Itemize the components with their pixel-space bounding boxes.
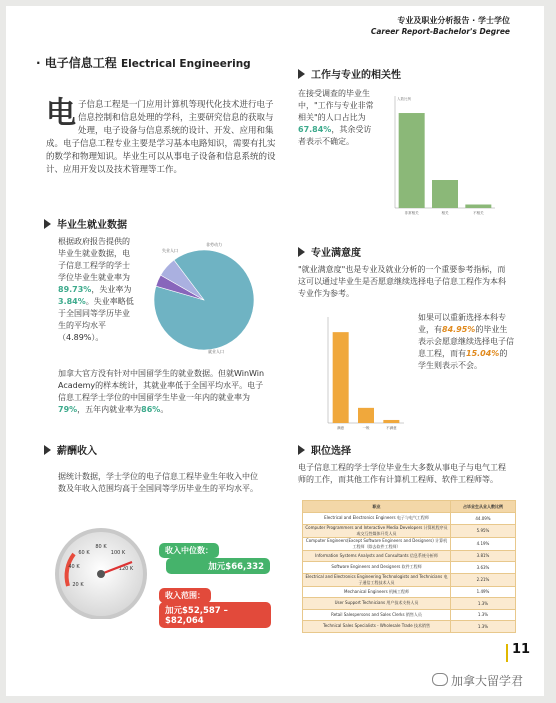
pct-cell: 2.21%	[451, 573, 516, 586]
table-row	[303, 513, 516, 525]
job-cell: Technical Sales Specialists - Wholesale Trade 技术销售	[303, 621, 451, 633]
bullet-dot: ·	[36, 56, 45, 70]
satisfaction-text-a: 如果可以重新选择本科专业，有	[418, 313, 506, 334]
table-row	[303, 609, 516, 621]
job-cell: Mechanical Engineers 机械工程师	[303, 586, 451, 598]
jobs-text: 电子信息工程的学士学位毕业生大多数从事电子与电气工程师的工作，而其他工作有计算机工程师、软件工程师等。	[298, 463, 506, 484]
col-job-header: 职业	[303, 501, 451, 513]
relevance-pct: 67.84%	[298, 125, 332, 134]
range-value: 加元$52,587 – $82,064	[165, 606, 228, 626]
job-cell: Retail Salespersons and Sales Clerks 销售人员	[303, 609, 451, 621]
employment-text2-b: ，五年内就业率为	[77, 405, 142, 414]
pct-cell: 3.63%	[451, 562, 516, 574]
major-intro-text: 子信息工程是一门应用计算机等现代化技术进行电子信息控制和信息处理的学科，主要研究信息的获取与处理，电子设备与信息系统的设计、开发、应用和集成。电子信息工程专业主要是学习基本电路知识，需要有扎实的数学和物理知识。毕业生可以从事电子设备和信息系统的设计、应用开发以及技术管理等工作。	[46, 100, 276, 175]
satisfaction-text-b: 的毕业生表示会愿意继续选择电子信息工程，而有	[418, 325, 514, 358]
relevance-heading-text: 工作与专业的相关性	[311, 70, 401, 81]
salary-heading	[44, 442, 97, 457]
triangle-icon	[298, 69, 305, 79]
median-value: 加元$66,332	[208, 562, 264, 572]
job-cell: Computer Engineers(Except Software Engineers and Designers) 计算机工程师（除去软件工程师）	[303, 537, 451, 550]
range-label: 收入范围：	[165, 591, 205, 600]
major-title	[36, 56, 251, 72]
triangle-icon	[44, 445, 51, 455]
pct-cell: 1.3%	[451, 621, 516, 633]
satisfaction-text	[418, 312, 514, 372]
salary-text: 据统计数据，学士学位的电子信息工程毕业生年收入中位数及年收入范围均高于全国同等学历毕业生的平均水平。	[58, 472, 258, 493]
x-tick-label: 非常相关	[404, 211, 419, 215]
satisfaction-text-c: 的学生则表示不会。	[418, 349, 508, 370]
x-tick-label: 一般	[362, 426, 370, 430]
gauge-tick-label: 40 K	[68, 564, 80, 570]
range-label-pill	[159, 588, 211, 603]
pct-cell: 4.19%	[451, 537, 516, 550]
satisfaction-intro: "就业满意度"也是专业及就业分析的一个重要参考指标，而这可以通过毕业生是否愿意继续选择电子信息工程作为本科专业作为参考。	[298, 265, 506, 298]
employment-text-a: 根据政府报告提供的毕业生就业数据，电子信息工程学的学士学位毕业生就业率为	[58, 237, 130, 282]
pie-label: 非劳动力	[206, 242, 222, 247]
major-title-cn: 电子信息工程	[44, 56, 117, 70]
x-tick-label: 不相关	[473, 211, 484, 215]
bar	[399, 113, 425, 208]
job-cell: Information Systems Analysts and Consultants 信息系统分析师	[303, 550, 451, 562]
major-intro	[46, 96, 276, 177]
gauge-tick-label: 20 K	[72, 582, 84, 588]
page-number-line	[506, 644, 508, 662]
pct-cell: 1.3%	[451, 609, 516, 621]
satisfaction-heading-text: 专业满意度	[311, 248, 361, 259]
table-row	[303, 550, 516, 562]
table-row	[303, 573, 516, 586]
bar	[432, 180, 458, 208]
relevance-bar-chart	[381, 88, 501, 223]
range-value-pill	[159, 602, 271, 628]
bar	[465, 205, 491, 209]
page-header	[371, 15, 510, 37]
table-row	[303, 537, 516, 550]
header-en: Career Report-Bachelor's Degree	[370, 27, 510, 36]
gauge-tick-label: 80 K	[95, 544, 107, 550]
page-number: 11	[512, 642, 531, 657]
table-row	[303, 598, 516, 610]
employment-text	[58, 236, 134, 344]
satisfaction-pct-yes: 84.95%	[442, 325, 476, 334]
gauge-tick-label: 100 K	[110, 550, 126, 556]
satisfaction-heading	[298, 244, 361, 259]
employment-heading-text: 毕业生就业数据	[57, 220, 127, 231]
jobs-heading-text: 职位选择	[311, 446, 351, 457]
median-label-pill	[159, 543, 219, 558]
salary-gauge	[46, 524, 156, 619]
pct-cell: 1.3%	[451, 598, 516, 610]
median-value-pill	[166, 558, 270, 574]
job-cell: Electrical and Electronics Engineering Technologists and Technicians 电子通信工程技术人员	[303, 573, 451, 586]
x-tick-label: 相关	[441, 211, 449, 215]
employment-text-2	[58, 368, 268, 416]
table-row	[303, 562, 516, 574]
employment-rate: 89.73%	[58, 285, 92, 294]
major-title-en: Electrical Engineering	[120, 58, 251, 70]
triangle-icon	[44, 219, 51, 229]
gauge-tick-label: 60 K	[78, 550, 90, 556]
table-row	[303, 524, 516, 537]
y-axis-label: 人数比例	[397, 97, 411, 101]
relevance-heading	[298, 66, 401, 81]
pct-cell: 44.09%	[451, 513, 516, 525]
job-cell: Software Engineers and Designers 软件工程师	[303, 562, 451, 574]
employment-text-b: ，失业率为	[91, 285, 132, 294]
job-cell: Computer Programmers and Interactive Media Developers 计算机程序员或交互性媒体开发人员	[303, 524, 451, 537]
satisfaction-bar-chart	[318, 311, 408, 431]
triangle-icon	[298, 247, 305, 257]
jobs-table-body	[303, 513, 516, 633]
bar	[333, 332, 349, 423]
jobs-table	[302, 500, 516, 633]
wechat-icon	[432, 673, 448, 686]
bar	[383, 420, 399, 423]
pie-label: 就业人口	[208, 349, 224, 354]
employment-text-c: 。失业率略低于全国同等学历毕业生的平均水平（4.89%）。	[58, 297, 134, 342]
jobs-table-wrap	[302, 500, 516, 633]
employment-heading	[44, 216, 127, 231]
jobs-heading	[298, 442, 351, 457]
triangle-icon	[298, 445, 305, 455]
table-row	[303, 586, 516, 598]
unemployment-rate: 3.84%	[58, 297, 86, 306]
relevance-text-a: 在接受调查的毕业生中，"工作与专业非常相关"的人口占比为	[298, 89, 374, 122]
pct-cell: 1.49%	[451, 586, 516, 598]
satisfaction-pct-no: 15.04%	[466, 349, 500, 358]
employment-text2-c: 。	[160, 405, 169, 414]
employment-pie-chart	[144, 238, 264, 358]
job-cell: Electrical and Electronics Engineers 电子与电气工程师	[303, 513, 451, 525]
x-tick-label: 不满意	[386, 426, 397, 430]
relevance-text-b: ，其余受访者表示不确定。	[298, 125, 372, 146]
x-tick-label: 满意	[337, 426, 345, 430]
employment-rate-1yr: 79%	[58, 405, 78, 414]
col-pct-header: 占毕业生从业人数比例	[451, 501, 516, 513]
watermark-text: 加拿大留学君	[451, 674, 524, 688]
pct-cell: 5.95%	[451, 524, 516, 537]
salary-heading-text: 薪酬收入	[57, 446, 97, 457]
bar	[358, 408, 374, 423]
pie-label: 失业人口	[162, 248, 178, 253]
job-cell: User Support Technicians 用户技术支持人员	[303, 598, 451, 610]
relevance-text	[298, 88, 378, 148]
report-page	[6, 6, 544, 696]
watermark	[432, 672, 523, 689]
employment-rate-5yr: 86%	[141, 405, 161, 414]
gauge-tick-label: 120 K	[118, 566, 134, 572]
header-cn: 专业及职业分析报告 · 学士学位	[397, 16, 510, 25]
table-row	[303, 621, 516, 633]
employment-text2-a: 加拿大官方没有针对中国留学生的就业数据。但就WinWin Academy的样本统计，其就业率低于全国平均水平。电子信息工程学士学位的中国留学生毕业一年内的就业率为	[58, 369, 265, 402]
median-label: 收入中位数：	[165, 546, 213, 555]
pct-cell: 3.81%	[451, 550, 516, 562]
drop-cap: 电	[46, 96, 76, 131]
